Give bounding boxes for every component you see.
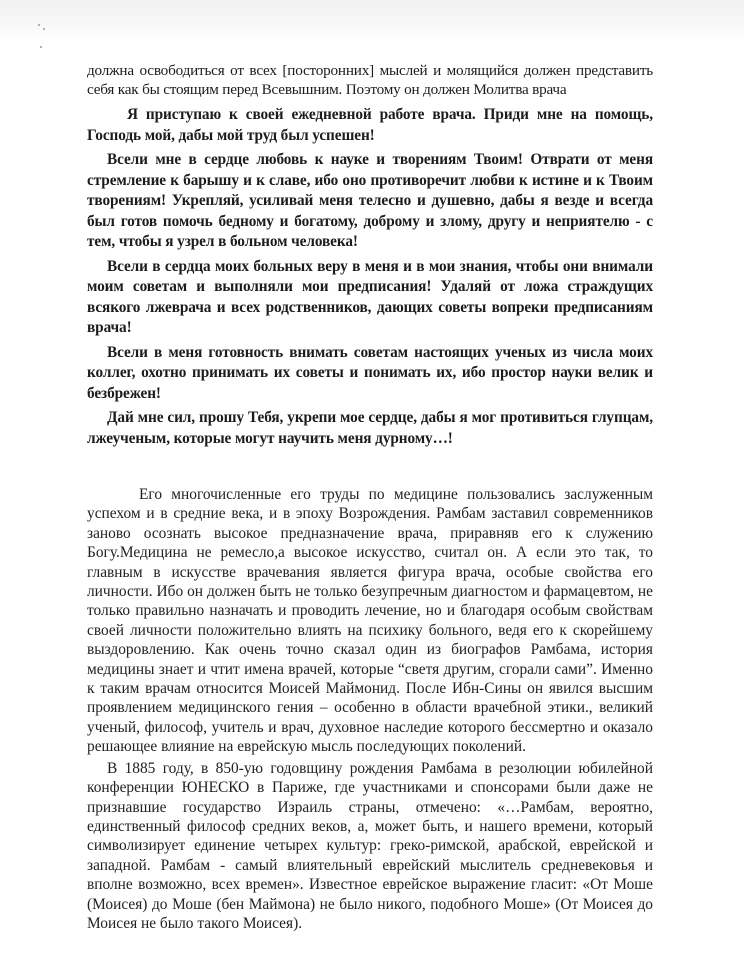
prayer-paragraph: Я приступаю к своей ежедневной работе врача. Приди мне на помощь, Господь мой, дабы мой труд был успешен! <box>87 106 653 144</box>
body-paragraph: Его многочисленные его труды по медицине пользовались заслуженным успехом и в средние века, и в эпоху Возрождения. Рамбам заставил современников заново осознать высокое предназначение врача, приравняв его к служению Богу.Медицина не ремесло,а высокое искусство, считал он. А если это так, то главным в искусстве врачевания является фигура врача, особые свойства его личности. Ибо он должен быть не только безупречным диагностом и фармацевтом, не только правильно назначать и проводить лечение, но и благодаря особым свойствам своей личности положительно влиять на психику больного, ведя его к скорейшему выздоровлению. Как очень точно сказал один из биографов Рамбама, история медицины знает и чтит имена врачей, которые “светя другим, сгорали сами”. Именно к таким врачам относится Моисей Маймонид. После Ибн-Сины он явился высшим проявлением медицинского гения – особенно в области врачебной этики., великий ученый, философ, учитель и врач, духовное наследие которого бессмертно и оказало решающее влияние на еврейскую мысль последующих поколений. <box>87 486 653 756</box>
document-page <box>87 61 653 933</box>
body-paragraph: В 1885 году, в 850-ую годовщину рождения Рамбама в резолюции юбилейной конференции ЮНЕСКО в Париже, где участниками и спонсорами были даже не признавшие государство Израиль страны, отмечено: «…Рамбам, вероятно, единственный философ средних веков, а, может быть, и нашего времени, который символизирует единение четырех культур: греко-римской, арабской, еврейской и западной. Рамбам - самый влиятельный еврейский мыслитель средневековья и вполне возможно, всех времен». Известное еврейское выражение гласит: «От Моше (Моисея) до Моше (бен Маймона) не было никого, подобного Моше» (От Моисея до Моисея не было такого Моисея). <box>87 759 653 932</box>
scan-speck <box>43 28 45 30</box>
scan-top-shading <box>0 0 744 40</box>
scan-speck <box>40 46 42 48</box>
scan-speck <box>38 24 40 26</box>
intro-paragraph: должна освободиться от всех [посторонних] мыслей и молящийся должен представить себя как бы стоящим перед Всевышним. Поэтому он должен Молитва врача <box>87 62 653 98</box>
prayer-paragraph: Всели в сердца моих больных веру в меня и в мои знания, чтобы они внимали моим советам и выполняли мои предписания! Удаляй от ложа страждущих всякого лжеврача и всех родственников, дающих советы вопреки предписаниям врача! <box>87 257 653 336</box>
prayer-paragraph: Дай мне сил, прошу Тебя, укрепи мое сердце, дабы я мог противиться глупцам, лжеученым, которые могут научить меня дурному…! <box>87 409 653 447</box>
prayer-paragraph: Всели в меня готовность внимать советам настоящих ученых из числа моих коллег, охотно принимать их советы и понимать их, ибо простор науки велик и безбрежен! <box>87 343 653 402</box>
prayer-paragraph: Всели мне в сердце любовь к науке и творениям Твоим! Отврати от меня стремление к барышу и к славе, ибо оно противоречит любви к истине и к Твоим творениям! Укрепляй, усиливай меня телесно и душевно, дабы я везде и всегда был готов помочь бедному и богатому, доброму и злому, другу и неприятелю - с тем, чтобы я узрел в больном человека! <box>87 151 653 250</box>
